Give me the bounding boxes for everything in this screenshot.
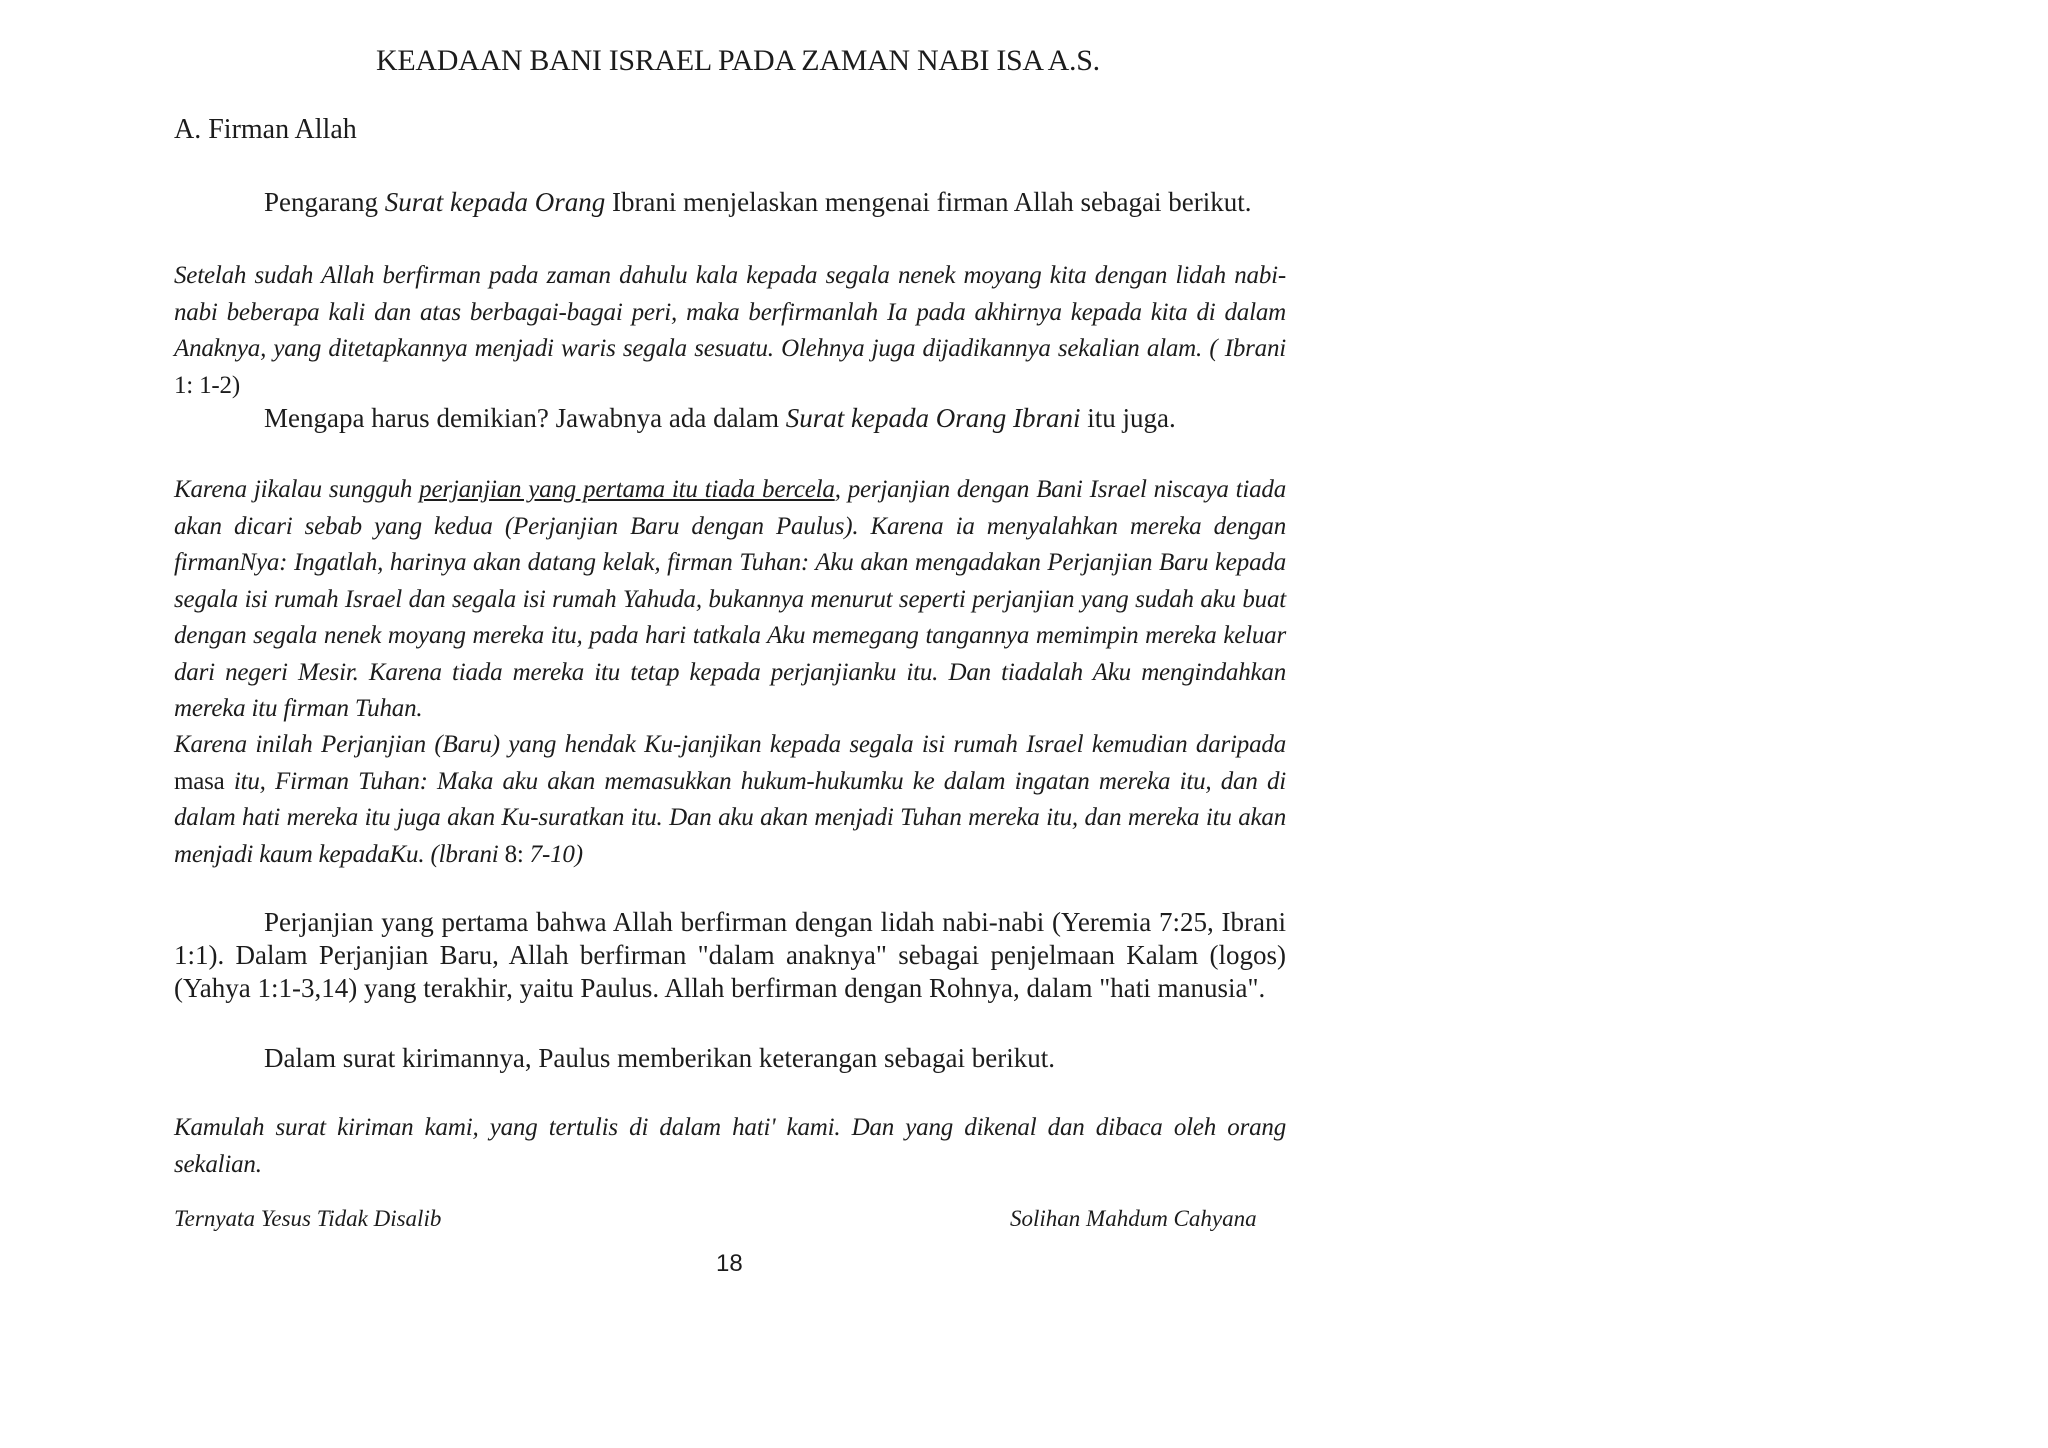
quote-letter: Kamulah surat kiriman kami, yang tertulis di dalam hati' kami. Dan yang dikenal dan dibaca oleh orang sekalian. xyxy=(174,1114,1286,1178)
question-post: itu juga. xyxy=(1080,403,1176,433)
quote1-text: Setelah sudah Allah berfirman pada zaman dahulu kala kepada segala nenek moyang kita dengan lidah nabi-nabi beberapa kali dan atas berbagai-bagai peri, maka berfirmanlah Ia pada akhirnya kepada kita di dalam Anaknya, yang ditetapkannya menjadi waris segala sesuatu. Olehnya juga dijadikannya sekalian alam. ( Ibrani xyxy=(174,262,1286,362)
paragraph-paulus: Dalam surat kirimannya, Paulus memberikan keterangan sebagai berikut. xyxy=(264,1043,1055,1073)
quote3-ref-tail: 7-10) xyxy=(523,840,583,868)
question-book-title: Surat kepada Orang Ibrani xyxy=(785,403,1081,433)
intro-book-title: Surat kepada Orang xyxy=(384,187,606,217)
quote2-post: , perjanjian dengan Bani Israel niscaya tiada akan dicari sebab yang kedua (Perjanjian Baru dengan Paulus). Karena ia menyalahkan mereka dengan firmanNya: Ingatlah, harinya akan datang kelak, firman Tuhan: Aku akan mengadakan Perjanjian Baru kepada segala isi rumah Israel dan segala isi rumah Yahuda, bukannya menurut seperti perjanjian yang sudah aku buat dengan segala nenek moyang mereka itu, pada hari tatkala Aku memegang tangannya memimpin mereka keluar dari negeri Mesir. Karena tiada mereka itu tetap kepada perjanjianku itu. Dan tiadalah Aku mengindahkan mereka itu firman Tuhan. xyxy=(174,476,1287,722)
quote-hebrews-1 xyxy=(174,258,1286,404)
question-paragraph xyxy=(174,402,1286,435)
quote3-ref-num: 8: xyxy=(498,840,524,868)
quote2-pre: Karena jikalau sungguh xyxy=(174,476,420,503)
quote3-masa: masa xyxy=(174,767,225,795)
paragraph-covenants: Perjanjian yang pertama bahwa Allah berfirman dengan lidah nabi-nabi (Yeremia 7:25, Ibrani 1:1). Dalam Perjanjian Baru, Allah berfirman "dalam anaknya" sebagai penjelmaan Kalam (logos) (Yahya 1:1-3,14) yang terakhir, yaitu Paulus. Allah berfirman dengan Rohnya, dalam "hati manusia". xyxy=(174,907,1286,1003)
quote-covenant xyxy=(174,472,1286,728)
page-number: 18 xyxy=(716,1250,743,1277)
section-heading: A. Firman Allah xyxy=(174,114,357,145)
quote1-reference: 1: 1-2) xyxy=(174,371,240,399)
intro-pre: Pengarang xyxy=(264,187,385,217)
quote2-underlined: perjanjian yang pertama itu tiada bercela xyxy=(419,476,835,503)
intro-post: Ibrani menjelaskan mengenai firman Allah sebagai berikut. xyxy=(605,187,1252,217)
quote-hebrews-8 xyxy=(174,727,1286,873)
footer-book-title: Ternyata Yesus Tidak Disalib xyxy=(174,1206,442,1231)
intro-paragraph xyxy=(174,186,1286,219)
quote3-mid: itu, Firman Tuhan: Maka aku akan memasukkan hukum-hukumku ke dalam ingatan mereka itu, dan di dalam hati mereka itu juga akan Ku-suratkan itu. Dan aku akan menjadi Tuhan mereka itu, dan mereka itu akan menjadi kaum kepadaKu. (lbrani xyxy=(174,767,1286,868)
page-title: KEADAAN BANI ISRAEL PADA ZAMAN NABI ISA A.S. xyxy=(376,44,1100,77)
footer-author: Solihan Mahdum Cahyana xyxy=(1010,1206,1257,1231)
question-pre: Mengapa harus demikian? Jawabnya ada dalam xyxy=(264,403,786,433)
quote3-pre: Karena inilah Perjanjian (Baru) yang hendak Ku-janjikan kepada segala isi rumah Israel kemudian daripada xyxy=(174,731,1286,758)
